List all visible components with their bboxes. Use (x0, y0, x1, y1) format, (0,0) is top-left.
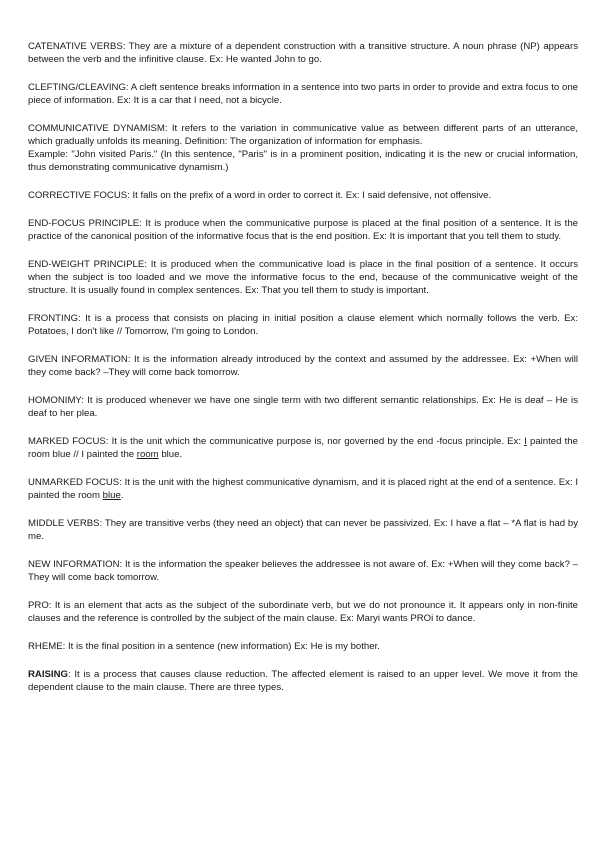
entry-term: GIVEN INFORMATION: (28, 354, 131, 365)
entry-raising (28, 668, 578, 694)
entry-term: COMMUNICATIVE DYNAMISM: (28, 123, 168, 134)
entry-term: CORRECTIVE FOCUS: (28, 190, 130, 201)
entry-definition: It is an element that acts as the subject of the subordinate verb, but we do not pronounce it. It appears only in non-finite clauses and the reference is controlled by the subject of the main clause. Ex: Maryi wants PROi to dance. (28, 600, 578, 624)
underlined-focus-word: I (524, 436, 527, 447)
entry-term: END-WEIGHT PRINCIPLE: (28, 259, 147, 270)
entry-definition: It falls on the prefix of a word in order to correct it. Ex: I said defensive, not offensive. (129, 190, 492, 201)
entry-definition: It is produced when the communicative load is place in the final position of a sentence. It occurs when the subject is too loaded and we move the informative focus to the end, because of the communicative weight of the structure. It is usually found in complex sentences. Ex: That you tell them to study is important. (28, 259, 578, 296)
entry-rheme (28, 640, 578, 653)
entry-definition: A cleft sentence breaks information in a sentence into two parts in order to provide and extra focus to one piece of information. Ex: It is a car that I need, not a bicycle. (28, 82, 578, 106)
underlined-focus-word: room (136, 449, 159, 460)
entry-end-focus-principle (28, 217, 578, 243)
entry-communicative-dynamism (28, 122, 578, 174)
entry-corrective-focus (28, 189, 578, 202)
entry-term: CLEFTING/CLEAVING: (28, 82, 129, 93)
entry-term: HOMONIMY: (28, 395, 84, 406)
entry-definition-end: blue. (158, 449, 183, 460)
entry-pro (28, 599, 578, 625)
entry-definition: It is the information the speaker believes the addressee is not aware of. Ex: +When will they come back? –They will come back tomorrow. (28, 559, 579, 583)
entry-term: RHEME: (28, 641, 66, 652)
entry-fronting (28, 312, 578, 338)
entry-definition: It is produced whenever we have one single term with two different semantic relationships. Ex: He is deaf – He is deaf to her plea. (28, 395, 578, 419)
entry-new-information (28, 558, 578, 584)
entry-definition-end: . (120, 490, 124, 501)
entry-term: MIDDLE VERBS: (28, 518, 103, 529)
entry-term: FRONTING: (28, 313, 81, 324)
entry-homonimy (28, 394, 578, 420)
entry-example: Example: "John visited Paris." (In this sentence, "Paris" is in a prominent position, indicating it is the new or crucial information, thus demonstrating communicative dynamism.) (28, 149, 578, 173)
entry-unmarked-focus (28, 476, 578, 502)
entry-end-weight-principle (28, 258, 578, 297)
entry-term: END-FOCUS PRINCIPLE: (28, 218, 142, 229)
entry-definition: It refers to the variation in communicative value as between different parts of an utterance, which gradually unfolds its meaning. Definition: The organization of information for emphasis. (28, 123, 578, 147)
entry-term: RAISING (28, 669, 68, 680)
entry-term: UNMARKED FOCUS: (28, 477, 122, 488)
entry-definition: : It is a process that causes clause reduction. The affected element is raised to an upper level. We move it from the dependent clause to the main clause. There are three types. (28, 669, 578, 693)
entry-term: PRO: (28, 600, 52, 611)
entry-middle-verbs (28, 517, 578, 543)
entry-term: CATENATIVE VERBS: (28, 41, 126, 52)
entry-definition: They are transitive verbs (they need an object) that can never be passivized. Ex: I have a flat – *A flat is had by me. (28, 518, 579, 542)
entry-given-information (28, 353, 578, 379)
entry-term: NEW INFORMATION: (28, 559, 123, 570)
entry-definition: It is the final position in a sentence (new information) Ex: He is my bother. (65, 641, 380, 652)
glossary-document (28, 40, 578, 709)
entry-definition: It is produce when the communicative purpose is placed at the final position of a sentence. It is the practice of the canonical position of the informative focus that is the end position. Ex: It is important that you tell them to study. (28, 218, 579, 242)
entry-definition: It is the unit with the highest communicative dynamism, and it is placed right at the end of a sentence. Ex: I painted the room (28, 477, 579, 501)
entry-definition: It is the information already introduced by the context and assumed by the addressee. Ex: +When will they come back? –They will come back tomorrow. (28, 354, 578, 378)
underlined-focus-word: blue (102, 490, 121, 501)
entry-clefting-cleaving (28, 81, 578, 107)
entry-marked-focus (28, 435, 578, 461)
entry-term: MARKED FOCUS: (28, 436, 109, 447)
entry-definition-cont: painted the room blue // I painted the (28, 436, 578, 460)
entry-definition: They are a mixture of a dependent construction with a transitive structure. A noun phrase (NP) appears between the verb and the infinitive clause. Ex: He wanted John to go. (28, 41, 578, 65)
entry-catenative-verbs (28, 40, 578, 66)
entry-definition: It is the unit which the communicative purpose is, nor governed by the end -focus principle. Ex: (108, 436, 525, 447)
entry-definition: It is a process that consists on placing in initial position a clause element which normally follows the verb. Ex: Potatoes, I don't like // Tomorrow, I'm going to London. (28, 313, 578, 337)
